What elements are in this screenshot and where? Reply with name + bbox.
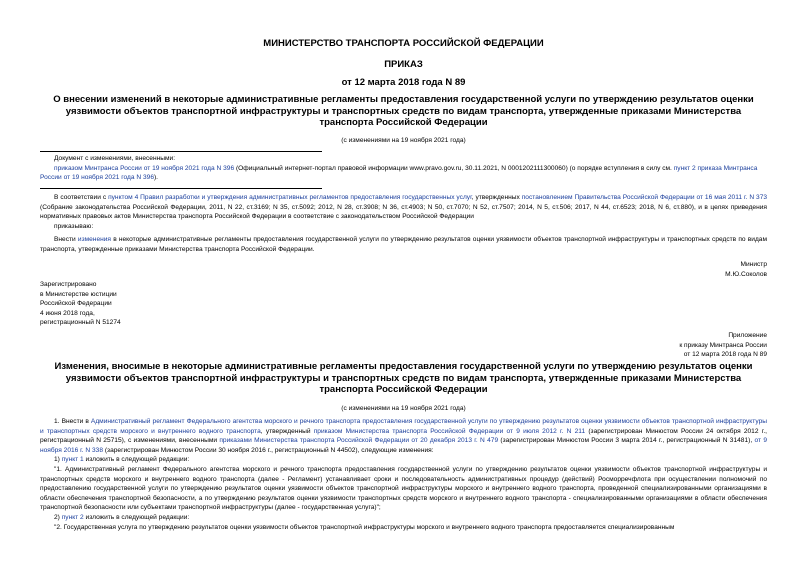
- sub-item-number: 1): [54, 456, 62, 464]
- registration-line: регистрационный N 51274: [40, 319, 121, 327]
- regulation-link[interactable]: Административный регламент Федерального агентства морского и речного транспорта предоставления государственной услуги по утверждению результатов оценки уязвимости объектов транспортной инфраструктуры и транспортных средств морского и внутреннего водного транспорта: [40, 418, 767, 435]
- point-2-link[interactable]: пункт 2: [61, 513, 84, 521]
- changes-link[interactable]: изменения: [77, 236, 112, 244]
- preamble-text: В соответствии с: [54, 194, 109, 201]
- quote-2: "2. Государственная услуга по утверждению результатов оценки уязвимости объектов транспортной инфраструктуры морского и внутреннего водного транспорта предоставляется специализированным: [54, 523, 675, 531]
- order-heading: ПРИКАЗ: [384, 59, 423, 70]
- appendix-line: к приказу Минтранса России: [679, 341, 767, 349]
- order-title: О внесении изменений в некоторые административные регламенты предоставления государственной услуги по утверждению результатов оценки уязвимости объектов транспортной инфраструктуры и транспортных средств по видам транспорта, утвержденные приказами Министерства транспорта Российской Федерации: [53, 94, 754, 128]
- item-1: [40, 417, 767, 455]
- item-text: (зарегистрирован Минюстом России 30 ноября 2016 г., регистрационный N 44502), следующие изменения:: [103, 446, 434, 454]
- government-resolution-link[interactable]: постановлением Правительства Российской Федерации от 16 мая 2011 г. N 373: [521, 194, 768, 201]
- signature-name: М.Ю.Соколов: [725, 271, 767, 278]
- order-211-link[interactable]: приказом Министерства транспорта Российской Федерации от 9 июля 2012 г. N 211: [313, 427, 586, 435]
- doc-changes-label: Документ с изменениями, внесенными:: [54, 155, 176, 162]
- order-directive: приказываю:: [54, 222, 94, 230]
- doc-changes-text: (Официальный интернет-портал правовой информации www.pravo.gov.ru, 30.11.2021, N 0001202111300060) (о порядке вступления в силу см.: [234, 164, 674, 172]
- sub-item-text: изложить в следующей редакции:: [83, 513, 190, 521]
- entry-into-force-link[interactable]: пункт 2 приказа Минтранса России от 19 ноября 2021 года N 396: [40, 164, 758, 182]
- item-text: (зарегистрирован Минюстом России 3 марта 2014 г., регистрационный N 31481),: [498, 437, 755, 445]
- doc-changes-block: [40, 154, 767, 183]
- appendix-line: от 12 марта 2018 года N 89: [683, 351, 767, 359]
- appendix-header: [507, 331, 767, 360]
- registration-line: Зарегистрировано: [40, 281, 97, 288]
- preamble-text: (Собрание законодательства Российской Федерации, 2011, N 22, ст.3169; N 35, ст.5092; 2012, N 28, ст.3908; N 36, ст.4903; N 50, ст.7070; N 52, ст.7507; 2014, N 5, ст.506; 2017, N 44, ст.6523; 2018, N 6, ст.880), и в целях приведения нормативных правовых актов Министерства транспорта Российской Федерации в соответствие с законодательством Российской Федерации: [40, 203, 767, 221]
- changes-note: (с изменениями на 19 ноября 2021 года): [341, 137, 466, 144]
- preamble: [40, 193, 767, 255]
- divider: [40, 188, 322, 189]
- order-338-link[interactable]: от 9 ноября 2016 г. N 338: [40, 437, 768, 454]
- point-1-link[interactable]: пункт 1: [61, 456, 84, 464]
- registration-line: 4 июня 2018 года,: [40, 309, 95, 317]
- appendix-title: Изменения, вносимые в некоторые административные регламенты предоставления государственной услуги по утверждению результатов оценки уязвимости объектов транспортной инфраструктуры и транспортных средств по видам транспорта, утвержденные приказами Министерства транспорта Российской Федерации: [54, 361, 753, 395]
- appendix-changes-note: (с изменениями на 19 ноября 2021 года): [341, 405, 466, 412]
- rules-link[interactable]: пунктом 4 Правил разработки и утверждения административных регламентов предоставления государственных услуг: [108, 194, 472, 201]
- sub-item-number: 2): [54, 513, 62, 521]
- signature-role: Министр: [740, 261, 767, 268]
- preamble-text: , утвержденных: [471, 194, 522, 201]
- amending-order-link[interactable]: приказом Минтранса России от 19 ноября 2021 года N 396: [54, 164, 235, 172]
- sub-item-text: изложить в следующей редакции:: [83, 456, 190, 464]
- sub-item-2: [40, 513, 767, 523]
- registration-line: Российской Федерации: [40, 300, 112, 308]
- make-text: в некоторые административные регламенты предоставления государственной услуги по утверждению результатов оценки уязвимости объектов транспортной инфраструктуры и транспортных средств по видам транспорта, утвержденные приказами Министерства транспорта Российской Федерации.: [40, 236, 768, 253]
- appendix-body: [40, 417, 767, 532]
- quote-1: "1. Административный регламент Федерального агентства морского и речного транспорта предоставления государственной услуги по утверждению результатов оценки уязвимости объектов транспортной инфраструктуры и транспортных средств морского и внутреннего водного транспорта (далее - Регламент) устанавливает сроки и последовательность административных процедур (действий) Росморречфлота при осуществлении полномочий по предоставлению государственной услуги по утверждению результатов оценки уязвимости объектов транспортной инфраструктуры морского и внутреннего водного транспорта, проведенной специализированными организациями в области обеспечения транспортной безопасности, а по утверждению результатов оценки уязвимости транспортных средств морского и внутреннего водного транспорта - специализированными организациями в области обеспечения транспортной безопасности или субъектами транспортной инфраструктуры (далее - государственная услуга)";: [40, 465, 767, 512]
- order-date: от 12 марта 2018 года N 89: [341, 77, 466, 88]
- registration-line: в Министерстве юстиции: [40, 290, 117, 298]
- item-text: , утвержденный: [260, 427, 314, 435]
- item-text: 1. Внести в: [54, 418, 91, 425]
- order-479-link[interactable]: приказами Министерства транспорта Российской Федерации от 20 декабря 2013 г. N 479: [219, 437, 499, 445]
- registration-block: [40, 280, 240, 328]
- ministry-heading: МИНИСТЕРСТВО ТРАНСПОРТА РОССИЙСКОЙ ФЕДЕРАЦИИ: [263, 38, 544, 49]
- item-text: (зарегистрирован Минюстом России 24 октября 2012 г., регистрационный N 25715), с изменениями, внесенными: [40, 427, 767, 445]
- divider: [40, 151, 322, 152]
- doc-changes-tail: ).: [153, 174, 159, 182]
- make-text: Внести: [54, 236, 78, 244]
- appendix-line: Приложение: [728, 332, 767, 339]
- sub-item-1: [40, 455, 767, 465]
